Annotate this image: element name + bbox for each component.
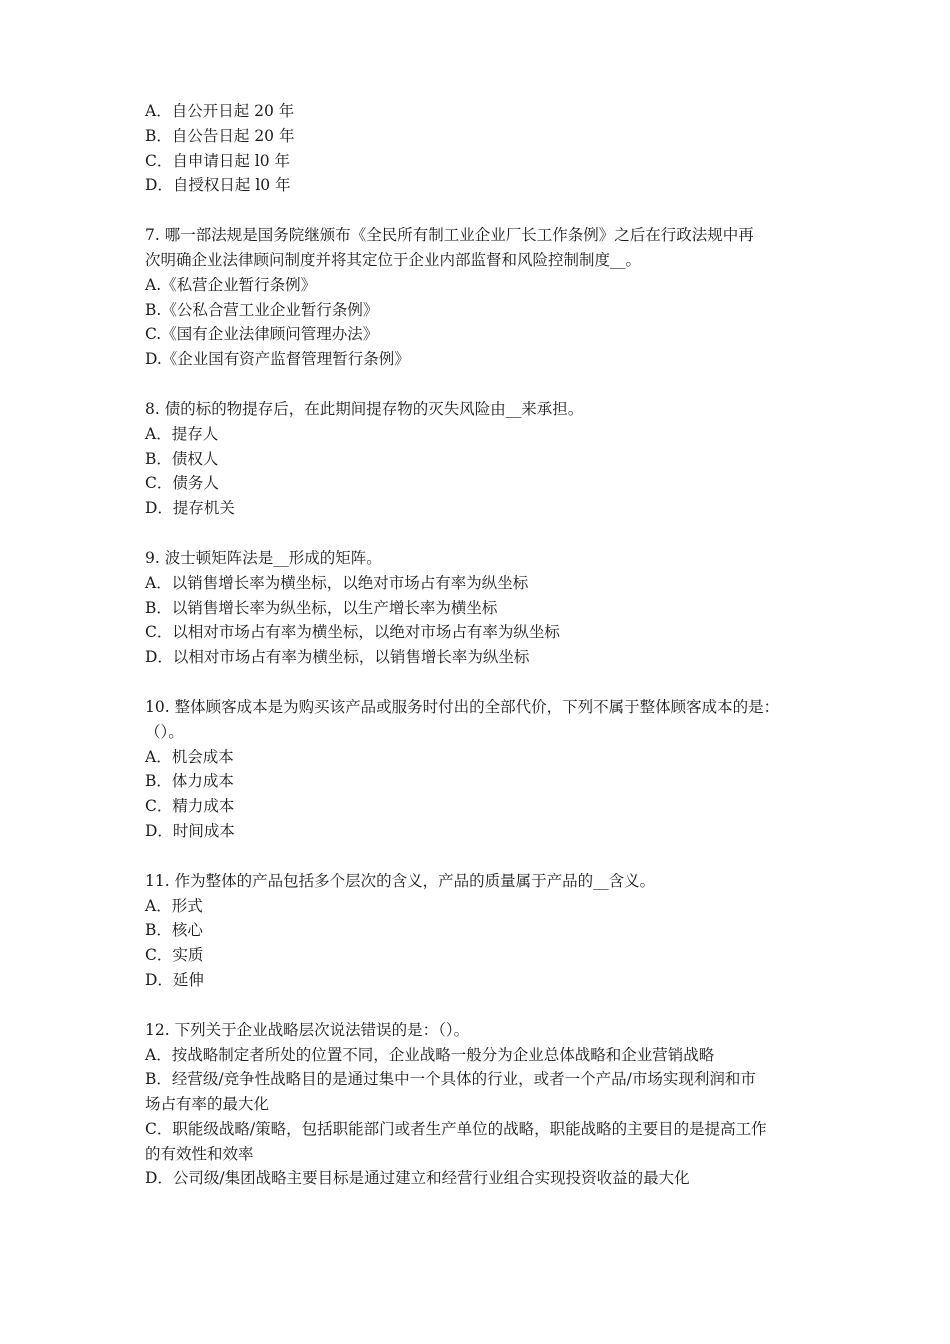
- question-11: [145, 869, 817, 993]
- option-c: C．实质: [145, 946, 204, 965]
- question-stem: 10. 整体顾客成本是为购买该产品或服务时付出的全部代价，下列不属于整体顾客成本的是：: [145, 697, 780, 716]
- question-stem-continued: 次明确企业法律顾问制度并将其定位于企业内部监督和风险控制制度__。: [145, 250, 642, 269]
- option-c: C．职能级战略/策略，包括职能部门或者生产单位的战略，职能战略的主要目的是提高工作: [145, 1119, 767, 1138]
- option-b-continued: 场占有率的最大化: [145, 1095, 270, 1114]
- question-8: [145, 397, 817, 521]
- option-c-continued: 的有效性和效率: [145, 1144, 254, 1163]
- option-a: A．形式: [145, 896, 203, 915]
- option-c: C．自申请日起 l0 年: [145, 151, 291, 170]
- option-d: D.《企业国有资产监督管理暂行条例》: [145, 350, 410, 369]
- option-b: B．经营级/竞争性战略目的是通过集中一个具体的行业，或者一个产品/市场实现利润和市: [145, 1070, 756, 1089]
- question-stem: 8. 债的标的物提存后，在此期间提存物的灭失风险由__来承担。: [145, 399, 584, 418]
- question-10: [145, 695, 817, 844]
- option-b: B．体力成本: [145, 772, 234, 791]
- question-6-options: [145, 99, 817, 198]
- question-9: [145, 546, 817, 670]
- question-stem: 11. 作为整体的产品包括多个层次的含义，产品的质量属于产品的__含义。: [145, 871, 656, 890]
- option-b: B．核心: [145, 921, 203, 940]
- option-c: C．以相对市场占有率为横坐标，以绝对市场占有率为纵坐标: [145, 623, 560, 642]
- option-a: A．提存人: [145, 424, 219, 443]
- option-a: A．以销售增长率为横坐标，以绝对市场占有率为纵坐标: [145, 573, 529, 592]
- question-stem: 7. 哪一部法规是国务院继颁布《全民所有制工业企业厂长工作条例》之后在行政法规中再: [145, 226, 754, 245]
- option-c: C．债务人: [145, 474, 219, 493]
- question-stem-continued: （）。: [145, 722, 184, 741]
- option-b: B．以销售增长率为纵坐标，以生产增长率为横坐标: [145, 598, 498, 617]
- option-b: B．债权人: [145, 449, 219, 468]
- option-a: A．机会成本: [145, 747, 234, 766]
- option-d: D．自授权日起 l0 年: [145, 176, 291, 195]
- option-c: C.《国有企业法律顾问管理办法》: [145, 325, 379, 344]
- question-12: [145, 1018, 817, 1192]
- option-c: C．精力成本: [145, 797, 235, 816]
- option-d: D．时间成本: [145, 821, 235, 840]
- option-b: B.《公私合营工业企业暂行条例》: [145, 300, 379, 319]
- option-d: D．提存机关: [145, 499, 235, 518]
- question-stem: 9. 波士顿矩阵法是__形成的矩阵。: [145, 548, 382, 567]
- question-stem: 12. 下列关于企业战略层次说法错误的是：（）。: [145, 1020, 470, 1039]
- option-a: A.《私营企业暂行条例》: [145, 275, 317, 294]
- option-d: D．延伸: [145, 970, 204, 989]
- option-d: D．公司级/集团战略主要目标是通过建立和经营行业组合实现投资收益的最大化: [145, 1169, 690, 1188]
- document-page: [145, 99, 817, 1191]
- option-d: D．以相对市场占有率为横坐标，以销售增长率为纵坐标: [145, 648, 530, 667]
- option-a: A．按战略制定者所处的位置不同，企业战略一般分为企业总体战略和企业营销战略: [145, 1045, 715, 1064]
- option-b: B．自公告日起 20 年: [145, 126, 295, 145]
- question-7: [145, 223, 817, 372]
- option-a: A．自公开日起 20 年: [145, 102, 295, 120]
